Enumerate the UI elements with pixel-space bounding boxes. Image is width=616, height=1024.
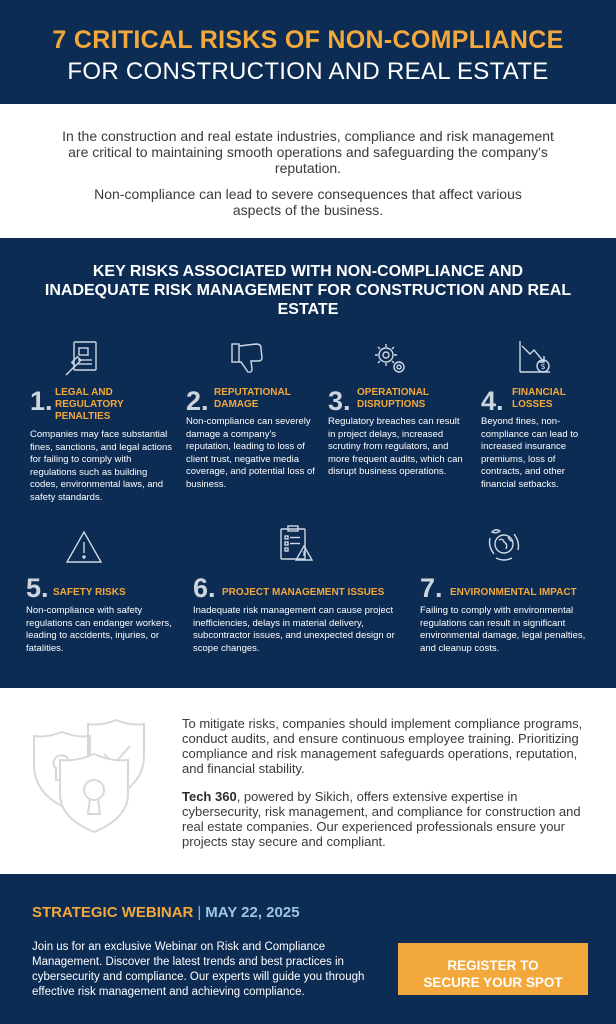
risk-number: 6. [193, 573, 216, 603]
webinar-label: STRATEGIC WEBINAR [32, 904, 194, 921]
intro-paragraph-1: In the construction and real estate industries, compliance and risk management are critical to maintaining smooth operations and safeguarding the company's reputation. [62, 128, 554, 176]
risk-number: 5. [26, 573, 49, 603]
risk-title: ENVIRONMENTAL IMPACT [450, 587, 577, 598]
page-title: 7 CRITICAL RISKS OF NON-COMPLIANCE [52, 26, 564, 54]
brand-name: Tech 360 [182, 789, 237, 804]
risk-number: 4. [481, 386, 504, 416]
risk-number: 1. [30, 386, 53, 416]
risk-number: 3. [328, 386, 351, 416]
register-button[interactable] [398, 943, 588, 995]
risk-description: Non-compliance with safety regulations can endanger workers, leading to accidents, injuries, or fatalities. [26, 605, 172, 654]
risk-description: Regulatory breaches can result in project delays, increased scrutiny from regulators, and more frequent audits, which can disrupt business operations. [328, 416, 463, 477]
risk-description: Non-compliance can severely damage a company's reputation, leading to loss of client trust, negative media coverage, and potential loss of business. [186, 416, 315, 490]
risk-number: 2. [186, 386, 209, 416]
intro-section [0, 104, 616, 238]
company-description: , powered by Sikich, offers extensive expertise in cybersecurity, risk management, and compliance for construction and real estate companies. Our experienced professionals ensure your projects stay secure and compliant. [182, 789, 581, 849]
risks-heading: KEY RISKS ASSOCIATED WITH NON-COMPLIANCE AND INADEQUATE RISK MANAGEMENT FOR CONSTRUCTION AND REAL ESTATE [44, 263, 572, 318]
risk-title: OPERATIONAL DISRUPTIONS [357, 387, 429, 410]
register-button-line-1: REGISTER TO [447, 957, 539, 973]
title-separator: | [197, 904, 202, 921]
risk-description: Failing to comply with environmental regulations can result in significant environmental damage, legal penalties, and cleanup costs. [420, 605, 586, 654]
webinar-date: MAY 22, 2025 [205, 904, 300, 921]
gears-icon [370, 338, 410, 378]
thumbs-down-icon [228, 338, 268, 378]
risk-title: PROJECT MANAGEMENT ISSUES [222, 587, 385, 598]
risk-title: REPUTATIONAL DAMAGE [214, 387, 291, 410]
risk-title: SAFETY RISKS [53, 587, 126, 598]
key-risks-section [0, 238, 616, 688]
risk-description: Inadequate risk management can cause project inefficiencies, delays in material delivery, subcontractor issues, and unexpected design or scope changes. [193, 605, 395, 654]
register-button-line-2: SECURE YOUR SPOT [423, 974, 563, 990]
svg-text:$: $ [540, 362, 546, 371]
webinar-description: Join us for an exclusive Webinar on Risk and Compliance Management. Discover the latest trends and best practices in cybersecurity and compliance. Our experts will guide you through effective risk management and achieving compliance. [32, 941, 365, 998]
risk-number: 7. [420, 573, 443, 603]
webinar-title [32, 904, 300, 921]
risk-title: LEGAL AND REGULATORY PENALTIES [55, 387, 124, 422]
globe-leaf-icon [484, 524, 524, 564]
webinar-section [0, 874, 616, 1024]
clipboard-warning-icon [275, 524, 315, 564]
page-subtitle: FOR CONSTRUCTION AND REAL ESTATE [67, 58, 549, 85]
mitigation-paragraph: To mitigate risks, companies should implement compliance programs, conduct audits, and ensure continuous employee training. Prioritizing compliance and risk management safeguards operations, reputation, and financial stability. [182, 716, 583, 776]
warning-triangle-icon [64, 528, 104, 568]
risk-description: Beyond fines, non-compliance can lead to increased insurance premiums, loss of contracts, and other financial setbacks. [481, 416, 579, 490]
mitigation-section [0, 688, 616, 874]
security-shields-icon [24, 714, 164, 834]
company-paragraph [182, 789, 592, 849]
intro-paragraph-2: Non-compliance can lead to severe consequences that affect various aspects of the business. [94, 186, 522, 218]
risk-title: FINANCIAL LOSSES [512, 387, 566, 410]
declining-chart-dollar-icon [516, 338, 556, 378]
gavel-document-icon [62, 339, 102, 379]
header-banner [0, 0, 616, 104]
risk-description: Companies may face substantial fines, sanctions, and legal actions for failing to comply with regulations such as building codes, environmental laws, and safety standards. [30, 429, 173, 503]
